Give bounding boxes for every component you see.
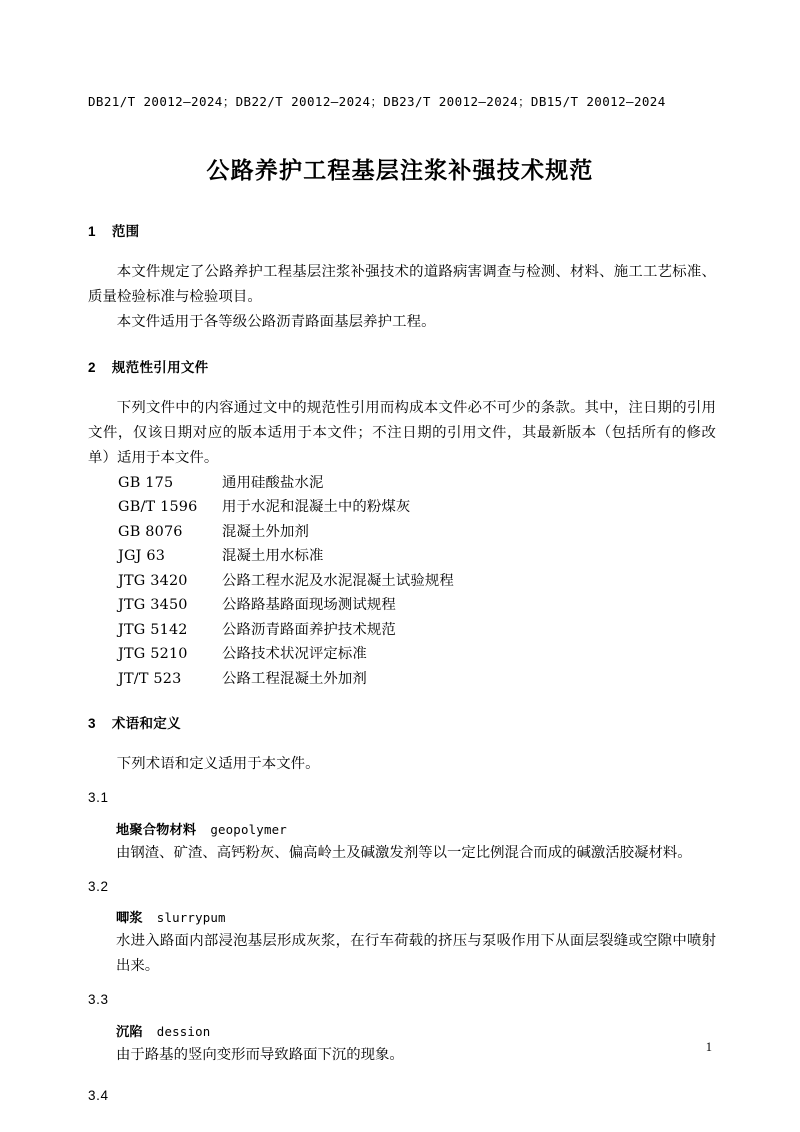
clause-title: 范围 [111, 224, 140, 239]
reference-title: 公路工程混凝土外加剂 [222, 670, 367, 687]
reference-code: JTG 5142 [118, 621, 188, 638]
document-title: 公路养护工程基层注浆补强技术规范 [206, 157, 594, 183]
reference-title: 混凝土用水标准 [222, 548, 324, 565]
running-header-standard-numbers: DB21/T 20012—2024；DB22/T 20012—2024；DB23/T 20012—2024；DB15/T 20012—2024 [88, 94, 666, 109]
scope-paragraph-1: 本文件规定了公路养护工程基层注浆补强技术的道路病害调查与检测、材料、施工工艺标准、质量检验标准与检验项目。 [88, 263, 716, 305]
clause-heading-normative-references [88, 361, 716, 376]
page-number: 1 [705, 1040, 712, 1054]
subclause-number-3-4: 3.4 [88, 1087, 109, 1103]
terms-intro: 下列术语和定义适用于本文件。 [116, 756, 320, 773]
reference-code: JT/T 523 [118, 670, 182, 687]
subclause-number-3-2: 3.2 [88, 878, 109, 894]
reference-code: JGJ 63 [118, 548, 166, 565]
list-item [88, 569, 716, 594]
term-heading [116, 907, 716, 929]
spacer [88, 732, 716, 752]
list-item [88, 593, 716, 618]
reference-code: GB 8076 [118, 523, 183, 540]
term-name-zh: 唧浆 [116, 910, 143, 926]
spacer [88, 335, 716, 361]
term-name-en: slurrypum [156, 910, 226, 926]
reference-title: 用于水泥和混凝土中的粉煤灰 [222, 499, 411, 516]
spacer [88, 1068, 716, 1088]
subclause-number-3-3: 3.3 [88, 992, 109, 1008]
term-name-en: dession [156, 1023, 211, 1039]
term-entry-geopolymer [88, 819, 716, 866]
spacer [88, 894, 716, 907]
list-item [88, 520, 716, 545]
clause-title: 规范性引用文件 [111, 359, 209, 375]
normative-references-intro: 下列文件中的内容通过文中的规范性引用而构成本文件必不可少的条款。其中，注日期的引用文件，仅该日期对应的版本适用于本文件；不注日期的引用文件，其最新版本（包括所有的修改单）适用于本文件。 [88, 399, 716, 466]
clause-title: 术语和定义 [111, 716, 181, 732]
list-item [88, 667, 716, 692]
reference-title: 公路沥青路面养护技术规范 [222, 621, 396, 638]
list-item [88, 471, 716, 496]
reference-code: JTG 3450 [118, 597, 188, 614]
term-entry-slurrypum [88, 907, 716, 979]
spacer [88, 777, 716, 790]
subclause-number-3-1: 3.1 [88, 790, 109, 806]
clause-heading-scope [88, 225, 716, 240]
term-name-zh: 地聚合物材料 [116, 821, 197, 837]
list-item [88, 618, 716, 643]
list-item [88, 495, 716, 520]
list-item [88, 642, 716, 667]
term-name-zh: 沉陷 [116, 1023, 143, 1039]
spacer [88, 376, 716, 396]
reference-title: 混凝土外加剂 [222, 523, 309, 540]
spacer [88, 240, 716, 260]
spacer [88, 1008, 716, 1021]
reference-title: 公路工程水泥及水泥混凝土试验规程 [222, 572, 454, 589]
term-name-en: geopolymer [210, 821, 287, 837]
clause-number: 3 [88, 716, 96, 732]
reference-code: JTG 5210 [118, 646, 188, 663]
reference-code: GB/T 1596 [118, 499, 198, 516]
clause-number: 2 [88, 359, 96, 375]
document-body [88, 225, 716, 1103]
list-item [88, 544, 716, 569]
spacer [88, 979, 716, 992]
reference-code: JTG 3420 [118, 572, 188, 589]
term-definition: 由于路基的竖向变形而导致路面下沉的现象。 [116, 1046, 404, 1063]
scope-paragraph-2: 本文件适用于各等级公路沥青路面基层养护工程。 [116, 313, 436, 330]
term-definition: 水进入路面内部浸泡基层形成灰浆，在行车荷载的挤压与泵吸作用下从面层裂缝或空隙中喷射出来。 [116, 933, 716, 975]
normative-reference-list [88, 471, 716, 692]
term-heading [116, 819, 716, 841]
clause-heading-terms-and-definitions [88, 717, 716, 732]
spacer [88, 691, 716, 717]
reference-code: GB 175 [118, 474, 174, 491]
reference-title: 公路路基路面现场测试规程 [222, 597, 396, 614]
spacer [88, 806, 716, 819]
reference-title: 公路技术状况评定标准 [222, 646, 367, 663]
spacer [88, 866, 716, 879]
reference-title: 通用硅酸盐水泥 [222, 474, 324, 491]
term-definition: 由钢渣、矿渣、高钙粉灰、偏高岭土及碱激发剂等以一定比例混合而成的碱激活胶凝材料。 [116, 844, 692, 861]
clause-number: 1 [88, 224, 96, 239]
